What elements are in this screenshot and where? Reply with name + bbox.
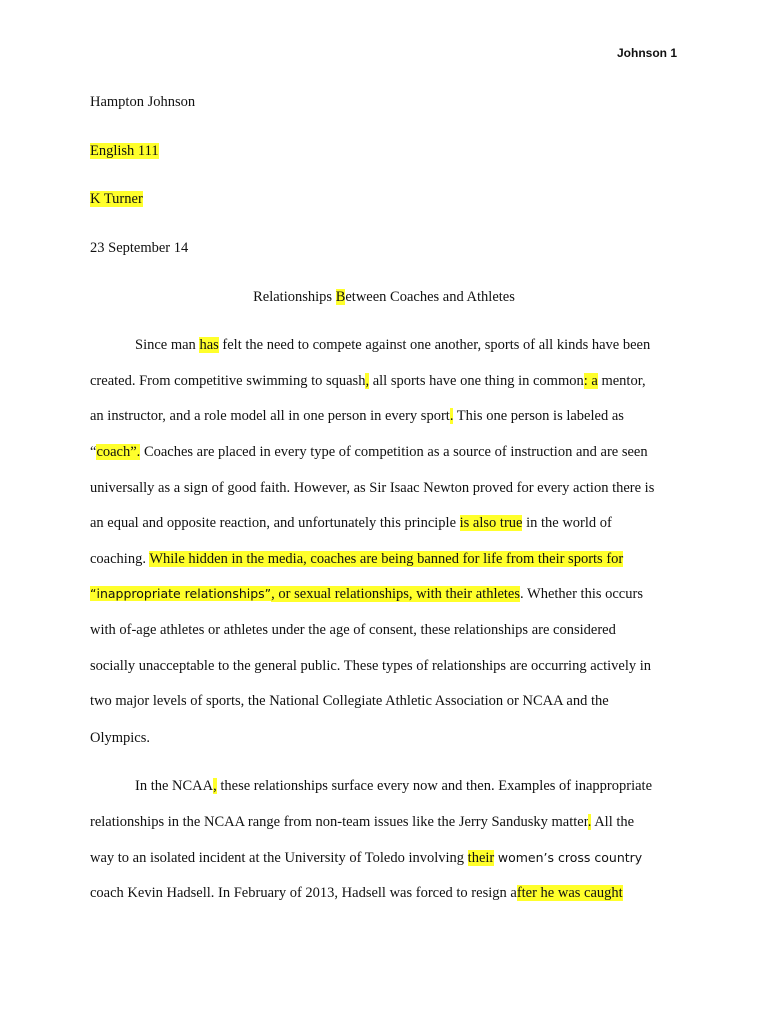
paragraph-line	[90, 848, 642, 868]
text: felt the need to compete against one another, sports of all kinds have been	[218, 337, 651, 353]
text: coach Kevin Hadsell. In February of 2013, Hadsell was forced to resign a	[90, 885, 517, 901]
text: “	[90, 444, 97, 460]
highlight: their	[467, 850, 495, 866]
course-name	[90, 141, 159, 161]
instructor-name	[90, 189, 143, 209]
paragraph-line	[90, 513, 612, 533]
highlight: ,	[365, 373, 370, 389]
paragraph-line	[90, 776, 652, 796]
text: women’s cross country	[497, 850, 643, 865]
paragraph-line	[90, 406, 624, 426]
paragraph-line: with of-age athletes or athletes under the age of consent, these relationships are considered	[90, 622, 616, 638]
highlight: B	[335, 289, 346, 305]
highlight: “inappropriate relationships”	[90, 586, 272, 601]
highlight: .	[587, 814, 592, 830]
highlight: has	[199, 337, 219, 353]
highlight: , or sexual relationships, with their athletes	[271, 586, 521, 602]
text: way to an isolated incident at the University of Toledo involving	[90, 850, 468, 866]
paragraph-line	[90, 335, 650, 355]
text: an equal and opposite reaction, and unfortunately this principle	[90, 515, 460, 531]
highlight: .	[449, 408, 454, 424]
text: Since man	[135, 337, 200, 353]
paragraph-line	[90, 584, 643, 604]
title-text: etween Coaches and Athletes	[345, 289, 515, 305]
text: all sports have one thing in common	[369, 373, 584, 389]
highlight: K Turner	[90, 191, 143, 207]
paragraph-line	[90, 549, 623, 569]
title-text: Relationships	[253, 289, 336, 305]
text: created. From competitive swimming to squash	[90, 373, 366, 389]
highlight: : a	[583, 373, 598, 389]
highlight: is also true	[459, 515, 523, 531]
paragraph-line: two major levels of sports, the National Collegiate Athletic Association or NCAA and the	[90, 693, 609, 709]
text: relationships in the NCAA range from non-team issues like the Jerry Sandusky matter	[90, 814, 588, 830]
highlight: While hidden in the media, coaches are being banned for life from their sports for	[149, 551, 624, 567]
paragraph-line	[90, 442, 648, 462]
text: coaching.	[90, 551, 150, 567]
text: these relationships surface every now and then. Examples of inappropriate	[216, 778, 653, 794]
author-name: Hampton Johnson	[90, 94, 196, 110]
paragraph-line	[90, 812, 634, 832]
text: In the NCAA	[135, 778, 214, 794]
text: This one person is labeled as	[453, 408, 624, 424]
essay-title	[0, 287, 768, 307]
text: . Whether this occurs	[520, 586, 643, 602]
text: in the world of	[522, 515, 612, 531]
paragraph-line: socially unacceptable to the general public. These types of relationships are occurring actively in	[90, 658, 651, 674]
page-number-header: Johnson 1	[616, 46, 677, 60]
paragraph-line: universally as a sign of good faith. However, as Sir Isaac Newton proved for every action there is	[90, 480, 655, 496]
highlight: English 111	[90, 143, 159, 159]
highlight: fter he was caught	[516, 885, 623, 901]
text: mentor,	[597, 373, 646, 389]
text: an instructor, and a role model all in one person in every sport	[90, 408, 450, 424]
text: All the	[591, 814, 635, 830]
paragraph-line	[90, 371, 646, 391]
paragraph-line: Olympics.	[90, 730, 151, 746]
date-line: 23 September 14	[90, 240, 189, 256]
highlight: coach”.	[96, 444, 141, 460]
text: Coaches are placed in every type of competition as a source of instruction and are seen	[140, 444, 648, 460]
highlight: ,	[213, 778, 217, 794]
paragraph-line	[90, 883, 623, 903]
